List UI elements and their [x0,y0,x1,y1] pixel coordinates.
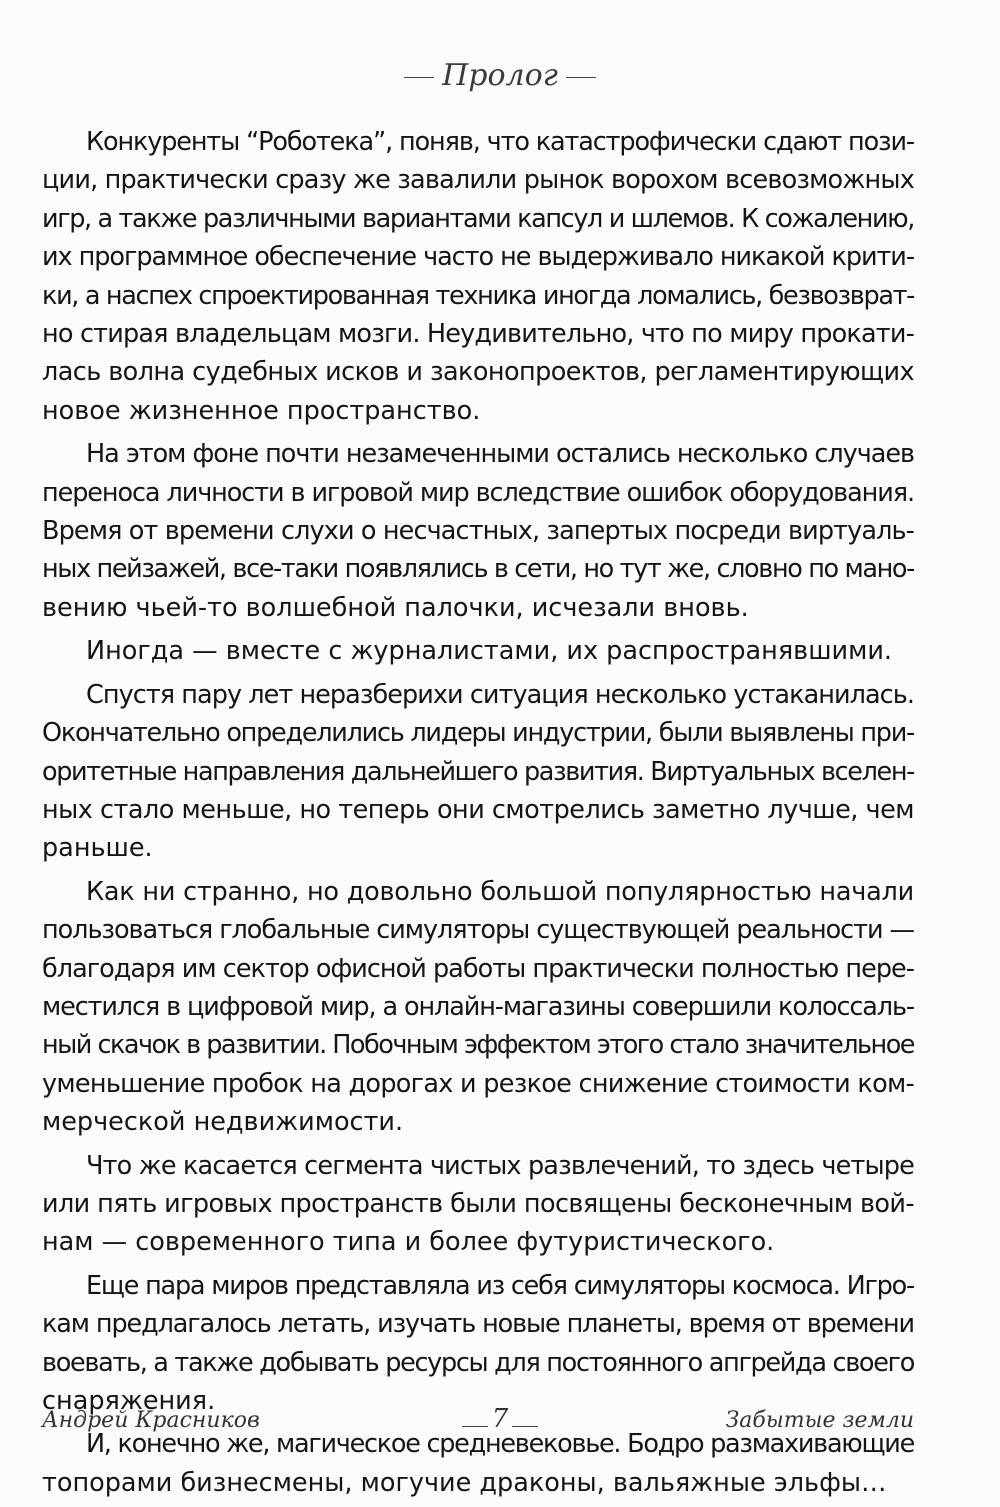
page-number-value: 7 [491,1404,509,1434]
text-line: Как ни странно, но довольно большой популярностью начали [86,876,914,907]
text-line: ных стало меньше, но теперь они смотрелись заметно лучше, чем [42,794,914,825]
text-line: вению чьей-то волшебной палочки, исчезали вновь. [42,592,749,623]
paragraph [42,632,914,670]
text-line: нам — современного типа и более футуристического. [42,1227,775,1258]
paragraph [42,1267,914,1421]
text-line: Окончательно определились лидеры индустрии, были выявлены при- [42,718,914,749]
text-line: переноса личности в игровой мир вследствие ошибок оборудования. [42,477,914,508]
text-line: Что же касается сегмента чистых развлечений, то здесь четыре [86,1150,914,1181]
text-line: уменьшение пробок на дорогах и резкое снижение стоимости ком- [42,1068,914,1099]
text-line: но стирая владельцам мозги. Неудивительно, что по миру прокати- [42,319,914,350]
text-line: игр, а также различными вариантами капсул и шлемов. К сожалению, [42,203,914,234]
paragraph [42,676,914,868]
text-line: их программное обеспечение часто не выдерживало никакой крити- [42,242,914,273]
text-line: топорами бизнесмены, могучие драконы, вальяжные эльфы… [42,1467,887,1498]
running-header [0,58,1000,93]
paragraph [42,873,914,1142]
page-number-right-dash [512,1426,538,1427]
text-line: воевать, а также добывать ресурсы для постоянного апгрейда своего [42,1347,914,1378]
footer-book-title: Забытые земли [725,1408,914,1433]
text-line: ный скачок в развитии. Побочным эффектом этого стало значительное [42,1030,914,1061]
paragraph [42,123,914,430]
paragraph [42,1147,914,1262]
text-line: кам предлагалось летать, изучать новые планеты, время от времени [42,1309,914,1340]
header-left-dash [404,77,434,78]
text-line: местился в цифровой мир, а онлайн-магазины совершили колоссаль- [42,991,914,1022]
text-line: ных пейзажей, все-таки появлялись в сети, но тут же, словно по мано- [42,554,914,585]
body-text [42,123,914,1507]
text-line: оритетные направления дальнейшего развития. Виртуальных вселен- [42,756,914,787]
text-line: Конкуренты “Роботека”, поняв, что катастрофически сдают пози- [86,127,914,157]
text-line: Время от времени слухи о несчастных, запертых посреди виртуаль- [42,516,914,547]
text-line: благодаря им сектор офисной работы практически полностью пере- [42,953,914,984]
chapter-title: Пролог [442,58,558,93]
header-right-dash [566,77,596,78]
text-line: раньше. [42,833,153,864]
page-number-left-dash [462,1426,488,1427]
text-line: новое жизненное пространство. [42,395,481,426]
text-line: или пять игровых пространств были посвящены бесконечным вой- [42,1188,914,1219]
page-footer [0,1404,1000,1444]
footer-author: Андрей Красников [42,1408,260,1433]
text-line: На этом фоне почти незамеченными остались несколько случаев [86,439,914,470]
text-line: Иногда — вместе с журналистами, их распространявшими. [86,636,893,667]
text-line: ции, практически сразу же завалили рынок ворохом всевозможных [42,165,914,196]
text-line: мерческой недвижимости. [42,1107,404,1138]
text-line: Спустя пару лет неразберихи ситуация несколько устаканилась. [86,679,914,710]
text-line: лась волна судебных исков и законопроектов, регламентирующих [42,357,914,388]
text-line: Еще пара миров представляла из себя симуляторы космоса. Игро- [86,1270,914,1301]
text-line: ки, а наспех спроектированная техника иногда ломались, безвозврат- [42,280,914,311]
text-line: И, конечно же, магическое средневековье. Бодро размахивающие [86,1429,914,1460]
text-line: пользоваться глобальные симуляторы существующей реальности — [42,915,914,946]
paragraph [42,435,914,627]
text-line: снаряжения. [42,1386,216,1416]
